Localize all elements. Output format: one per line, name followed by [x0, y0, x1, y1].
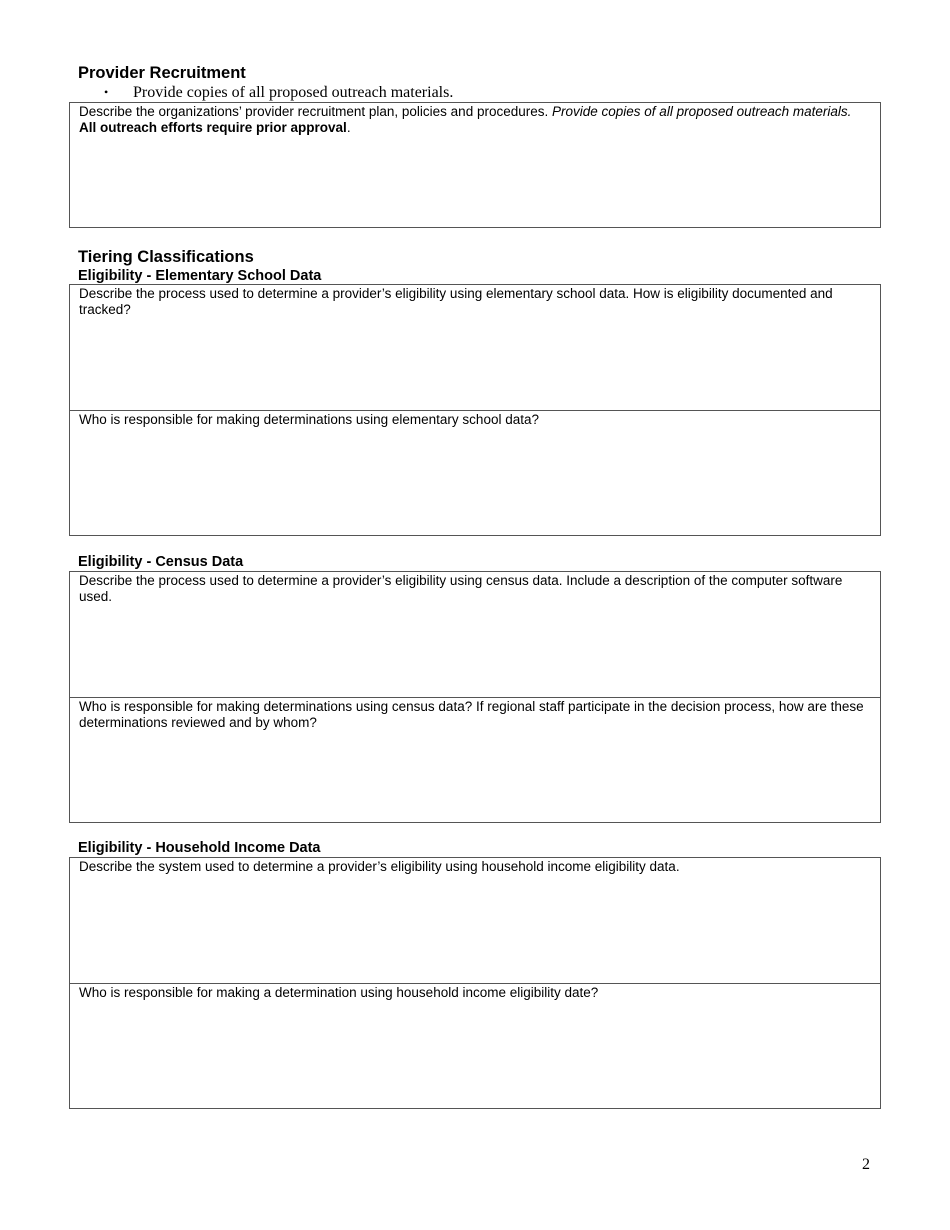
page-number: 2 — [862, 1156, 870, 1173]
household-response-box — [69, 857, 881, 1109]
census-q2-prompt: Who is responsible for making determinations using census data? If regional staff participate in the decision process, how are these determinations reviewed and by whom? — [79, 699, 864, 730]
household-q2-prompt: Who is responsible for making a determination using household income eligibility date? — [79, 985, 599, 1000]
elementary-q1-prompt: Describe the process used to determine a provider’s eligibility using elementary school data. How is eligibility documented and tracked? — [79, 286, 833, 317]
recruitment-prompt-end: . — [346, 120, 351, 135]
subheading-census: Eligibility - Census Data — [78, 554, 244, 570]
household-q2-field[interactable] — [70, 983, 880, 1108]
section-heading-provider-recruitment: Provider Recruitment — [78, 64, 246, 82]
bullet-item-outreach-materials — [104, 83, 453, 102]
recruitment-prompt-space — [851, 104, 855, 119]
census-q1-field[interactable] — [70, 572, 880, 697]
bullet-text: Provide copies of all proposed outreach materials. — [133, 84, 454, 101]
elementary-q2-prompt: Who is responsible for making determinations using elementary school data? — [79, 412, 539, 427]
recruitment-prompt-bold: All outreach efforts require prior approval — [79, 120, 347, 135]
subheading-household: Eligibility - Household Income Data — [78, 840, 321, 856]
census-q1-prompt: Describe the process used to determine a provider’s eligibility using census data. Include a description of the computer software used. — [79, 573, 843, 604]
bullet-icon: • — [104, 85, 109, 99]
census-q2-field[interactable] — [70, 697, 880, 822]
elementary-response-box — [69, 284, 881, 536]
recruitment-response-box[interactable] — [69, 102, 881, 228]
recruitment-prompt-italic: Provide copies of all proposed outreach materials. — [552, 104, 852, 119]
elementary-q1-field[interactable] — [70, 285, 880, 410]
subheading-elementary: Eligibility - Elementary School Data — [78, 268, 322, 284]
household-q1-field[interactable] — [70, 858, 880, 983]
elementary-q2-field[interactable] — [70, 410, 880, 535]
recruitment-prompt — [70, 103, 880, 227]
section-heading-tiering: Tiering Classifications — [78, 248, 254, 266]
recruitment-prompt-text: Describe the organizations’ provider recruitment plan, policies and procedures. — [79, 104, 552, 119]
household-q1-prompt: Describe the system used to determine a provider’s eligibility using household income eligibility data. — [79, 859, 680, 874]
census-response-box — [69, 571, 881, 823]
